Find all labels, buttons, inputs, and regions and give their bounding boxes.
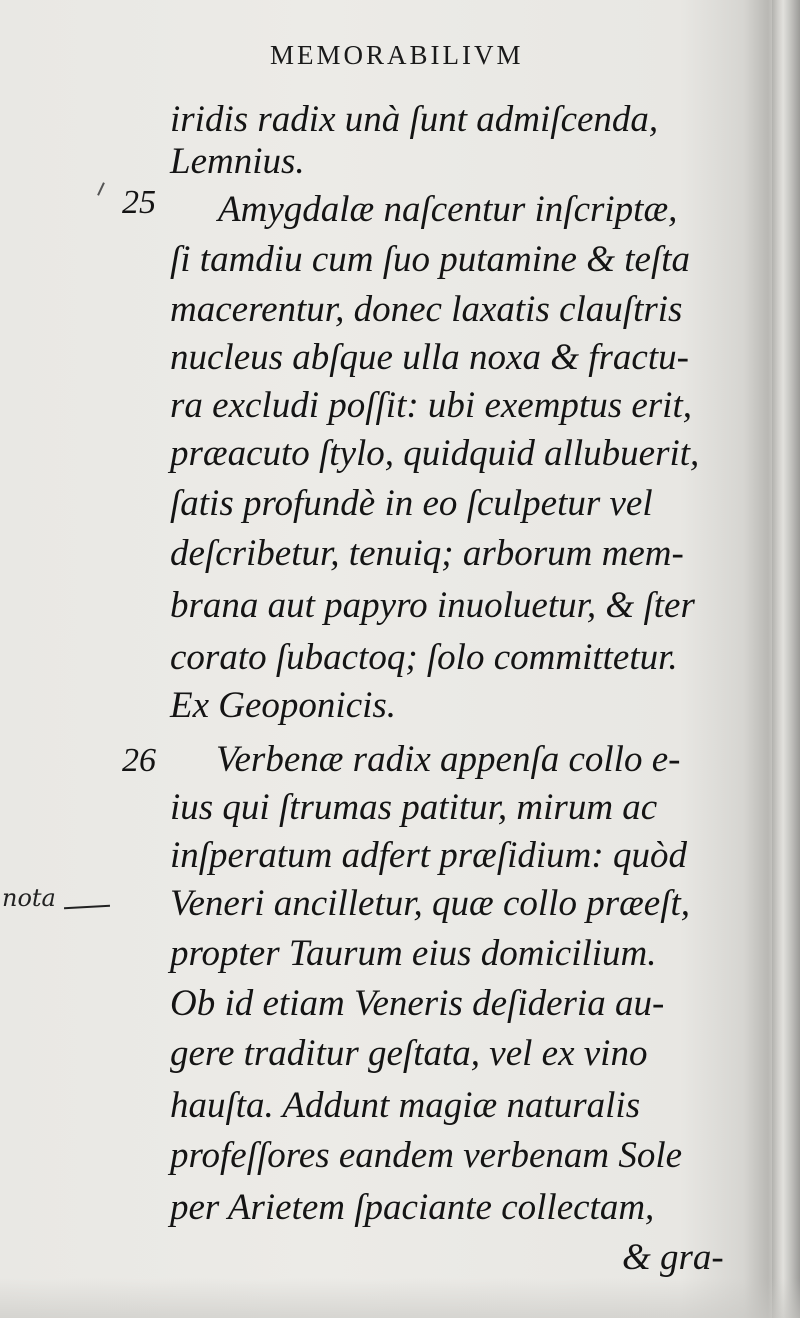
entry-number-25: 25: [122, 184, 156, 221]
text-line-21: hauſta. Addunt magiæ naturalis: [170, 1085, 641, 1126]
text-line-17: Veneri ancilletur, quæ collo præeſt,: [170, 883, 691, 924]
text-line-10: deſcribetur, tenuiq; arborum mem-: [170, 533, 684, 574]
text-line-12: corato ſubactoq; ſolo committetur.: [170, 637, 678, 678]
text-line-7: ra excludi poſſit: ubi exemptus erit,: [170, 385, 692, 426]
page-bottom-shade: [0, 1278, 800, 1318]
running-head: MEMORABILIVM: [270, 40, 524, 70]
text-line-19: Ob id etiam Veneris deſideria au-: [170, 983, 665, 1024]
text-line-11: brana aut papyro inuoluetur, & ſter: [170, 585, 695, 626]
catchword: & gra-: [622, 1237, 724, 1278]
pen-tick-mark: [97, 182, 105, 196]
text-line-20: gere traditur geſtata, vel ex vino: [170, 1033, 648, 1074]
entry-number-26: 26: [122, 742, 156, 779]
text-line-16: inſperatum adfert præſidium: quòd: [170, 835, 687, 876]
text-line-3: Amygdalæ naſcentur inſcriptæ,: [218, 189, 678, 230]
text-line-1: iridis radix unà ſunt admiſcenda,: [170, 99, 659, 140]
text-line-9: ſatis profundè in eo ſculpetur vel: [170, 483, 653, 524]
handwritten-margin-note: nota: [2, 884, 56, 912]
text-line-18: propter Taurum eius domicilium.: [170, 933, 657, 974]
page-gutter-shadow: [772, 0, 800, 1318]
text-line-13: Ex Geoponicis.: [170, 685, 397, 726]
text-line-15: ius qui ſtrumas patitur, mirum ac: [170, 787, 658, 828]
text-line-14: Verbenæ radix appenſa collo e-: [216, 739, 681, 780]
text-line-22: profeſſores eandem verbenam Sole: [170, 1135, 683, 1176]
text-line-23: per Arietem ſpaciante collectam,: [170, 1187, 655, 1228]
margin-note-stroke: [64, 905, 110, 909]
text-line-2: Lemnius.: [170, 141, 305, 182]
text-line-8: præacuto ſtylo, quidquid allubuerit,: [170, 433, 700, 474]
text-line-4: ſi tamdiu cum ſuo putamine & teſta: [170, 239, 691, 280]
text-line-5: macerentur, donec laxatis clauſtris: [170, 289, 683, 330]
text-line-6: nucleus abſque ulla noxa & fractu-: [170, 337, 689, 378]
